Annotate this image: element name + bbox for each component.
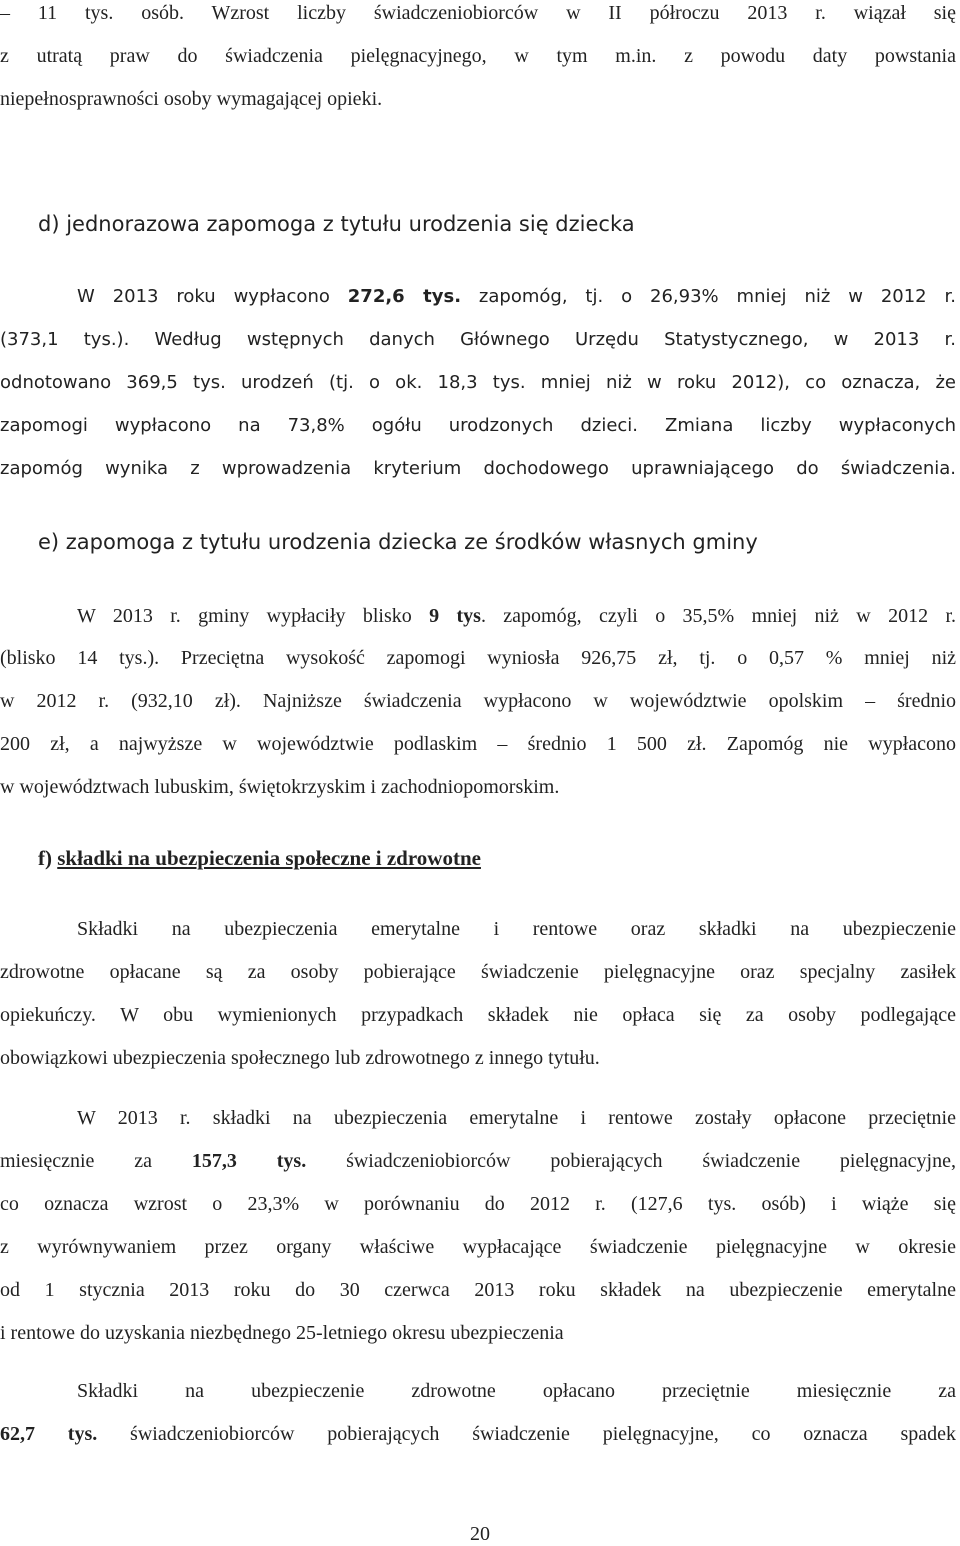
- text-run: W 2013 roku wypłacono: [77, 286, 348, 307]
- paragraph-line: co oznacza wzrost o 23,3% w porównaniu do 2012 r. (127,6 tys. osób) i wiąże się: [0, 1193, 956, 1215]
- paragraph-line: zapomogi wypłacono na 73,8% ogółu urodzonych dzieci. Zmiana liczby wypłaconych: [0, 415, 956, 436]
- paragraph-line: odnotowano 369,5 tys. urodzeń (tj. o ok. 18,3 tys. mniej niż w roku 2012), co oznacza, że: [0, 372, 956, 393]
- paragraph-line: z utratą praw do świadczenia pielęgnacyjnego, w tym m.in. z powodu daty powstania: [0, 45, 956, 67]
- section-heading-f: [38, 846, 481, 870]
- paragraph-line: W 2013 r. składki na ubezpieczenia emerytalne i rentowe zostały opłacone przeciętnie: [77, 1107, 956, 1129]
- bold-value: 9 tys: [429, 605, 481, 627]
- paragraph-line: w województwach lubuskim, świętokrzyskim i zachodniopomorskim.: [0, 776, 560, 798]
- text-run: miesięcznie za: [0, 1150, 192, 1172]
- paragraph-line: obowiązkowi ubezpieczenia społecznego lub zdrowotnego z innego tytułu.: [0, 1047, 600, 1069]
- paragraph-line: zapomóg wynika z wprowadzenia kryterium dochodowego uprawniającego do świadczenia.: [0, 458, 956, 479]
- paragraph-line: (373,1 tys.). Według wstępnych danych Głównego Urzędu Statystycznego, w 2013 r.: [0, 329, 956, 350]
- section-heading-e: e) zapomoga z tytułu urodzenia dziecka ze środków własnych gminy: [38, 530, 758, 554]
- paragraph-line: Składki na ubezpieczenia emerytalne i rentowe oraz składki na ubezpieczenie: [77, 918, 956, 940]
- heading-prefix: f): [38, 846, 58, 870]
- text-run: . zapomóg, czyli o 35,5% mniej niż w 2012 r.: [480, 605, 956, 627]
- heading-text: składki na ubezpieczenia społeczne i zdrowotne: [57, 846, 481, 870]
- paragraph-line: zdrowotne opłacane są za osoby pobierające świadczenie pielęgnacyjne oraz specjalny zasiłek: [0, 961, 956, 983]
- paragraph-line: [0, 1422, 956, 1446]
- paragraph-line: niepełnosprawności osoby wymagającej opieki.: [0, 88, 383, 110]
- text-run: zapomóg, tj. o 26,93% mniej niż w 2012 r.: [461, 286, 956, 307]
- section-heading-d: d) jednorazowa zapomoga z tytułu urodzenia się dziecka: [38, 212, 635, 236]
- bold-value: 62,7 tys.: [0, 1423, 98, 1445]
- paragraph-line: – 11 tys. osób. Wzrost liczby świadczeniobiorców w II półroczu 2013 r. wiązał się: [0, 2, 956, 24]
- text-run: W 2013 r. gminy wypłaciły blisko: [77, 605, 430, 627]
- paragraph-line: [77, 604, 956, 628]
- paragraph-line: (blisko 14 tys.). Przeciętna wysokość zapomogi wyniosła 926,75 zł, tj. o 0,57 % mniej niż: [0, 647, 956, 669]
- text-run: świadczeniobiorców pobierających świadczenie pielęgnacyjne,: [306, 1150, 956, 1172]
- paragraph-line: w 2012 r. (932,10 zł). Najniższe świadczenia wypłacono w województwie opolskim – średnio: [0, 690, 956, 712]
- paragraph-line: [77, 285, 956, 309]
- bold-value: 272,6 tys.: [347, 286, 462, 307]
- paragraph-line: 200 zł, a najwyższe w województwie podlaskim – średnio 1 500 zł. Zapomóg nie wypłacono: [0, 733, 956, 755]
- paragraph-line: i rentowe do uzyskania niezbędnego 25-letniego okresu ubezpieczenia: [0, 1322, 564, 1344]
- text-run: świadczeniobiorców pobierających świadczenie pielęgnacyjne, co oznacza spadek: [97, 1423, 956, 1445]
- paragraph-line: od 1 stycznia 2013 roku do 30 czerwca 2013 roku składek na ubezpieczenie emerytalne: [0, 1279, 956, 1301]
- paragraph-line: [0, 1149, 956, 1173]
- paragraph-line: Składki na ubezpieczenie zdrowotne opłacano przeciętnie miesięcznie za: [77, 1380, 956, 1402]
- paragraph-line: opiekuńczy. W obu wymienionych przypadkach składek nie opłaca się za osoby podlegające: [0, 1004, 956, 1026]
- bold-value: 157,3 tys.: [191, 1150, 307, 1172]
- paragraph-line: z wyrównywaniem przez organy właściwe wypłacające świadczenie pielęgnacyjne w okresie: [0, 1236, 956, 1258]
- page-number: 20: [470, 1523, 490, 1545]
